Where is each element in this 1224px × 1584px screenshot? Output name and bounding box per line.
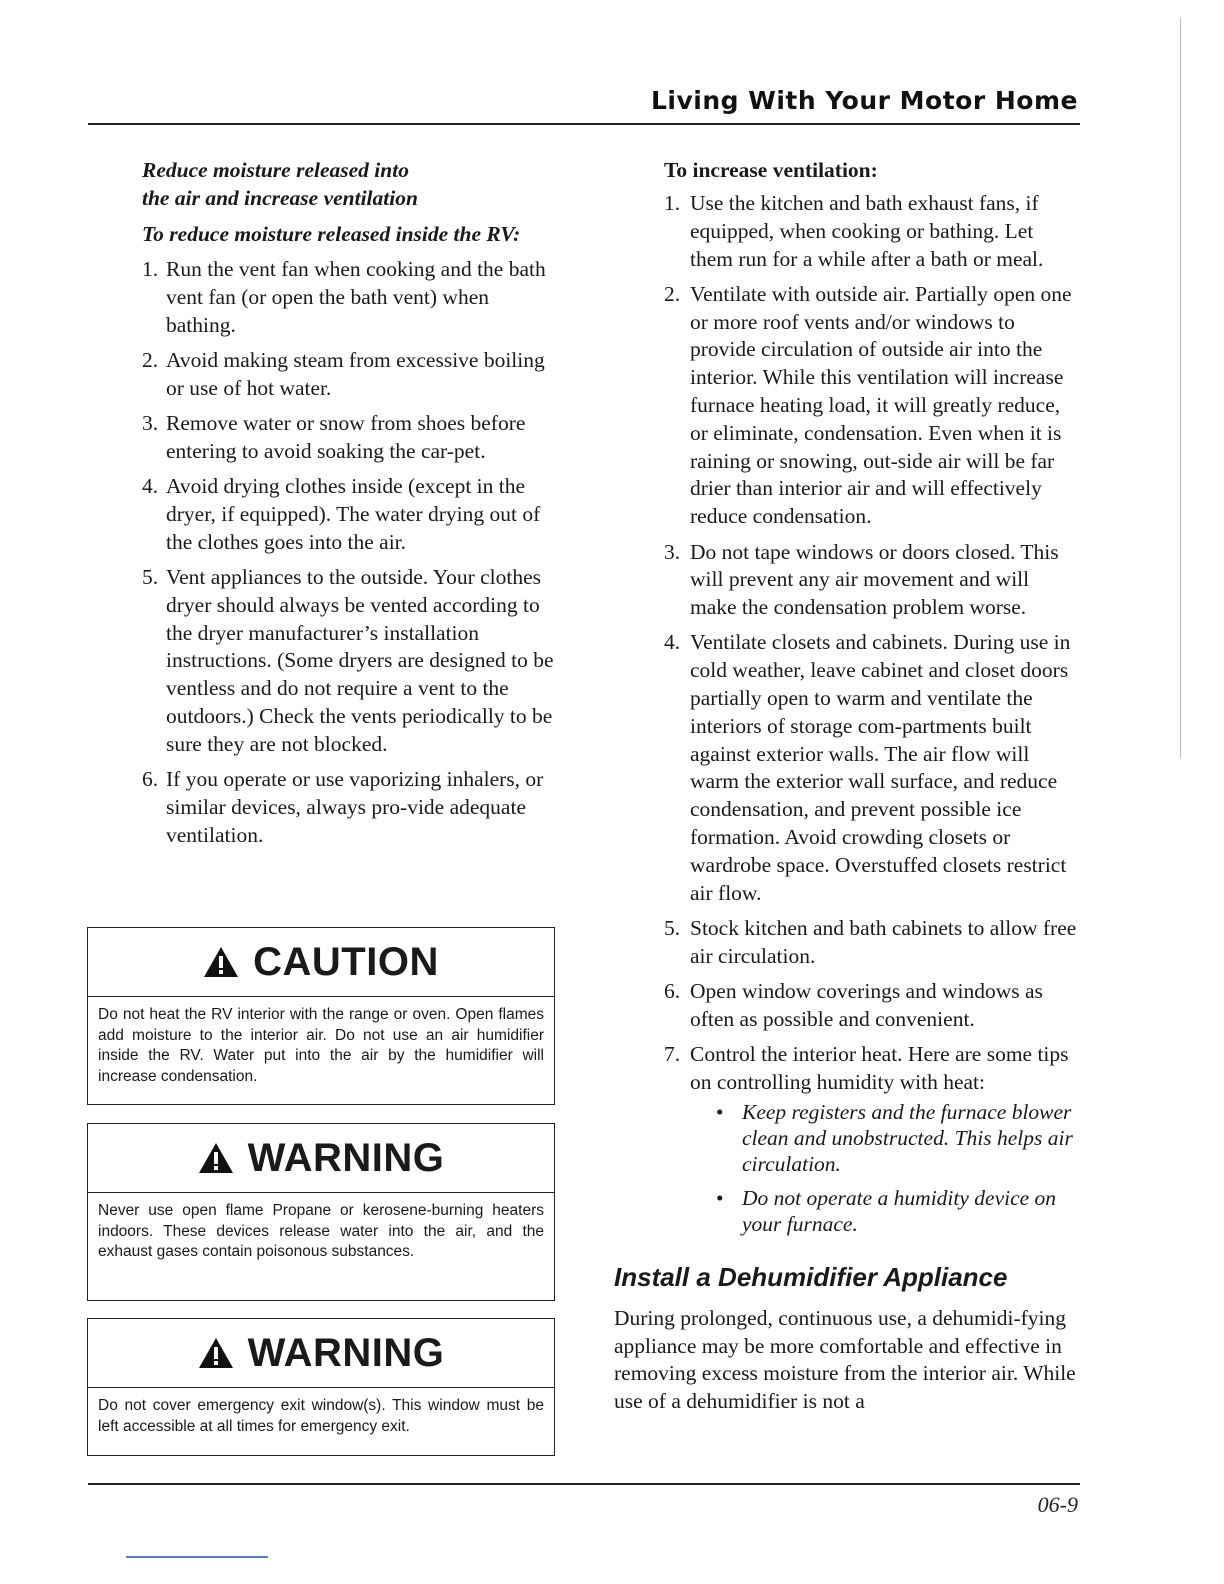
- list-item: 5. Vent appliances to the outside. Your clothes dryer should always be vented according to the dryer manufacturer’s installation instructions. (Some dryers are designed to be ventless and do not require a vent to the outdoors.) Check the vents periodically to be sure they are not blocked.: [142, 564, 554, 756]
- list-item: 1. Use the kitchen and bath exhaust fans, if equipped, when cooking or bathing. Let them run for a while after a bath or meal.: [664, 191, 1044, 271]
- warning-box-exit-window: [87, 1318, 555, 1456]
- caution-text: Do not heat the RV interior with the range or oven. Open flames add moisture to the interior air. Do not use an air humidifier inside the RV. Water put into the air by the humidifier will increase condensation.: [98, 1006, 544, 1085]
- footer-rule: [88, 1483, 1080, 1485]
- warning-triangle-icon: [203, 946, 239, 978]
- page-edge-line: [1180, 18, 1181, 758]
- warning-text: Do not cover emergency exit window(s). This window must be left accessible at all times for emergency exit.: [98, 1397, 544, 1435]
- list-item: 3. Remove water or snow from shoes before entering to avoid soaking the car-pet.: [142, 410, 526, 463]
- list-item: • Keep registers and the furnace blower clean and unobstructed. This helps air circulation.: [716, 1099, 1073, 1176]
- left-heading-line-1: Reduce moisture released into: [142, 158, 409, 182]
- scan-artifact-line: [126, 1556, 268, 1558]
- warning-header: [88, 1124, 554, 1193]
- caution-header: [88, 928, 554, 997]
- heat-tips-list: [690, 1099, 1080, 1237]
- ventilation-steps-list: [664, 190, 1080, 1237]
- warning-triangle-icon: [198, 1337, 234, 1369]
- warning-box-heaters: [87, 1123, 555, 1301]
- list-item: 4. Avoid drying clothes inside (except in the dryer, if equipped). The water drying out of the clothes goes into the air.: [142, 474, 541, 554]
- warning-title: WARNING: [247, 1330, 445, 1375]
- warning-header: [88, 1319, 554, 1388]
- list-item: 2. Ventilate with outside air. Partially open one or more roof vents and/or windows to provide circulation of outside air into the interior. While this ventilation will increase furnace heating load, it will greatly reduce, or eliminate, condensation. Even when it is raining or snowing, out-side air will be far drier than interior air and will effectively reduce condensation.: [664, 281, 1072, 529]
- list-item: 5. Stock kitchen and bath cabinets to allow free air circulation.: [664, 915, 1077, 968]
- page-number: 06-9: [1037, 1492, 1078, 1517]
- list-item: 3. Do not tape windows or doors closed. This will prevent any air movement and will make the condensation problem worse.: [664, 539, 1059, 620]
- list-item: 4. Ventilate closets and cabinets. During use in cold weather, leave cabinet and closet doors partially open to warm and ventilate the interiors of storage com-partments built against exterior walls. The air flow will warm the exterior wall surface, and reduce condensation, and prevent possible ice formation. Avoid crowding closets or wardrobe space. Overstuffed closets restrict air flow.: [664, 630, 1071, 905]
- warning-triangle-icon: [198, 1142, 234, 1174]
- list-item: 6. If you operate or use vaporizing inhalers, or similar devices, always pro-vide adequate ventilation.: [142, 767, 544, 847]
- list-item: 6. Open window coverings and windows as often as possible and convenient.: [664, 979, 1043, 1031]
- list-item: 7. Control the interior heat. Here are some tips on controlling humidity with heat: • Keep registers and the furnace blower clean and unobstructed. This helps air circulation. • Do not operate a humidity device on your furnace.: [664, 1041, 1080, 1237]
- dehumidifier-paragraph: During prolonged, continuous use, a dehumidi-fying appliance may be more comfortable and effective in removing excess moisture from the interior air. While use of a dehumidifier is not a: [614, 1305, 1076, 1414]
- left-column: [142, 156, 556, 857]
- section-title: Install a Dehumidifier Appliance: [614, 1261, 1008, 1292]
- right-subheading: To increase ventilation:: [664, 158, 878, 182]
- moisture-steps-list: [142, 256, 556, 849]
- warning-text: Never use open flame Propane or kerosene-burning heaters indoors. These devices release water into the air, and the exhaust gases contain poisonous substances.: [98, 1202, 544, 1260]
- list-item: 1. Run the vent fan when cooking and the bath vent fan (or open the bath vent) when bathing.: [142, 257, 546, 337]
- caution-title: CAUTION: [253, 939, 439, 984]
- left-subheading: To reduce moisture released inside the RV:: [142, 222, 521, 246]
- warning-title: WARNING: [247, 1135, 445, 1180]
- list-item: 2. Avoid making steam from excessive boiling or use of hot water.: [142, 347, 545, 400]
- running-header: Living With Your Motor Home: [651, 86, 1078, 115]
- list-item: • Do not operate a humidity device on your furnace.: [716, 1185, 1057, 1236]
- left-heading-line-2: the air and increase ventilation: [142, 186, 418, 210]
- caution-box: [87, 927, 555, 1105]
- right-column: [614, 156, 1080, 1416]
- header-rule: [88, 123, 1080, 125]
